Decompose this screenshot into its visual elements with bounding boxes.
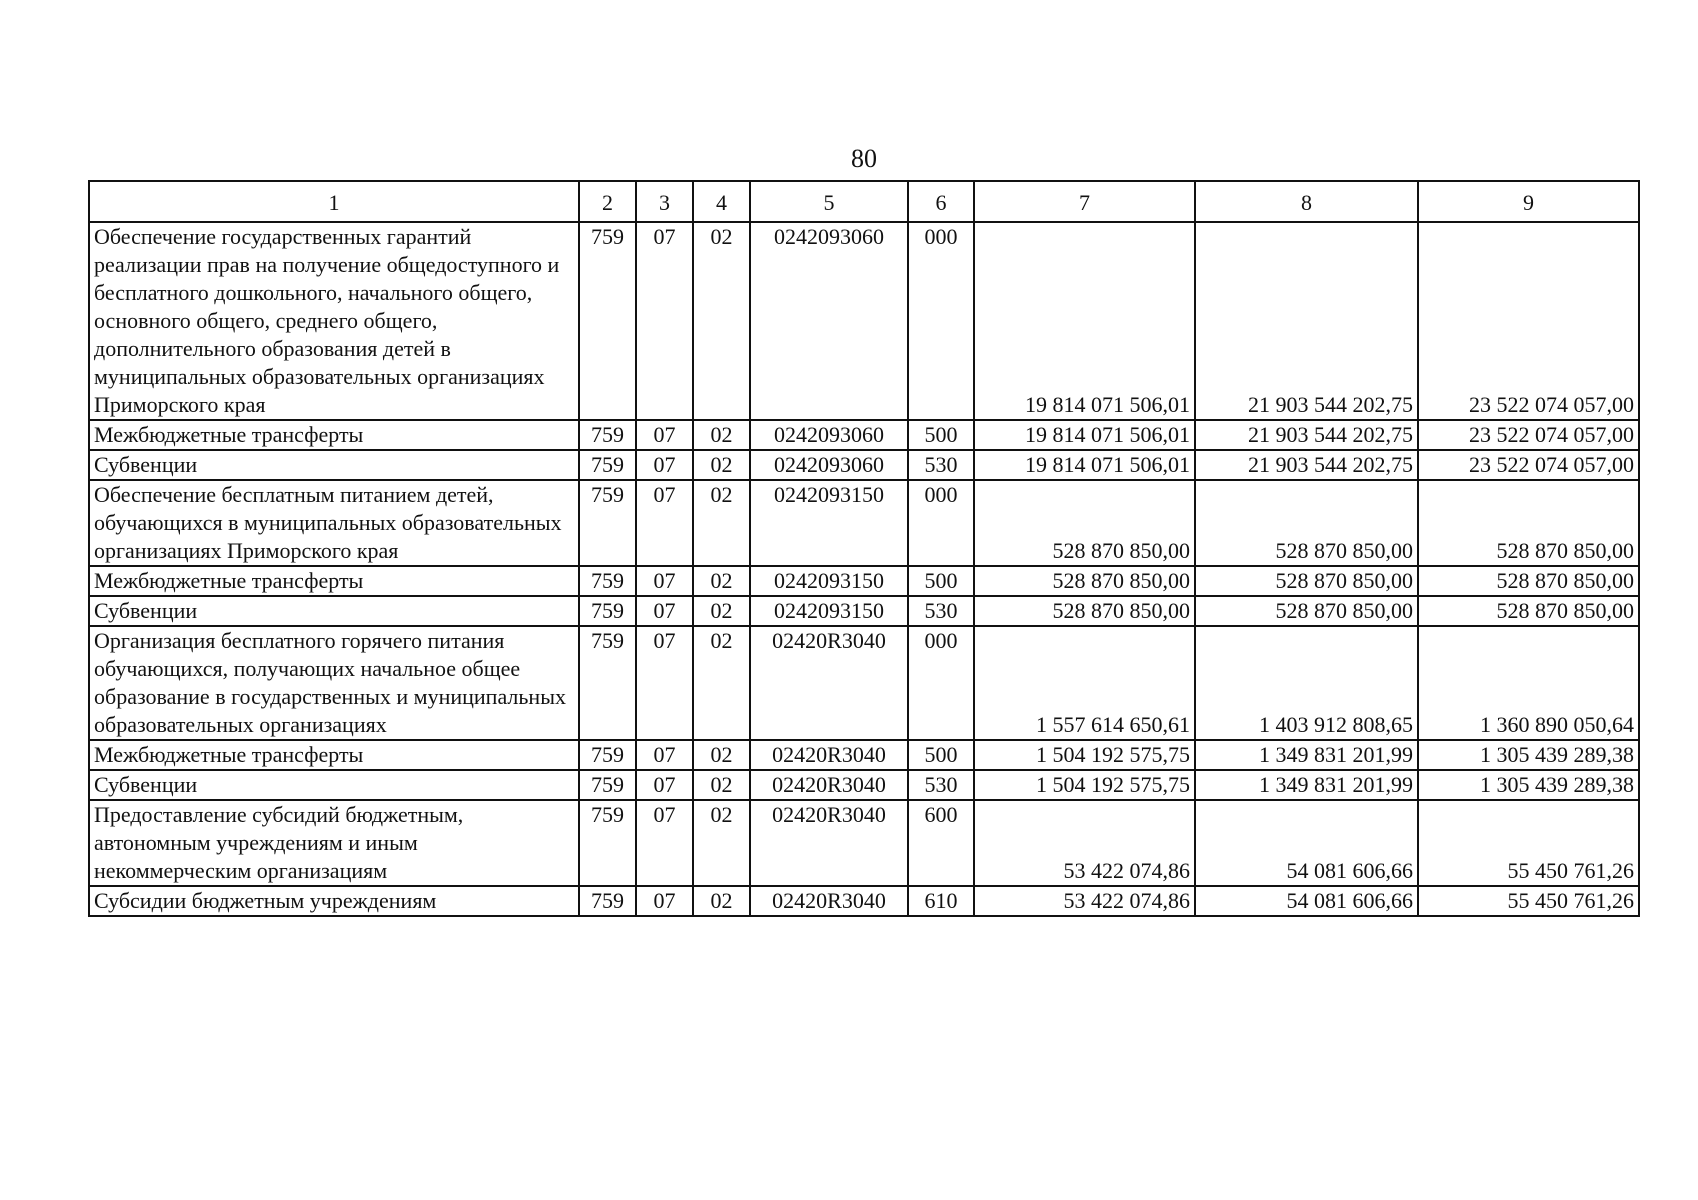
amount-col-8: 21 903 544 202,75 [1195, 450, 1418, 480]
subsection-code: 02 [693, 770, 750, 800]
amount-col-7: 53 422 074,86 [974, 800, 1195, 886]
amount-col-7: 528 870 850,00 [974, 566, 1195, 596]
table-row [89, 596, 1639, 626]
amount-col-8: 1 349 831 201,99 [1195, 740, 1418, 770]
amount-col-9: 23 522 074 057,00 [1418, 420, 1639, 450]
subsection-code: 02 [693, 800, 750, 886]
amount-col-8: 528 870 850,00 [1195, 596, 1418, 626]
expense-type-code: 500 [908, 566, 974, 596]
row-description: Организация бесплатного горячего питания обучающихся, получающих начальное общее образование в государственных и муниципальных образовательных организациях [89, 626, 579, 740]
table-row [89, 770, 1639, 800]
amount-col-8: 54 081 606,66 [1195, 800, 1418, 886]
amount-col-9: 55 450 761,26 [1418, 886, 1639, 916]
amount-col-8: 1 349 831 201,99 [1195, 770, 1418, 800]
row-description: Субвенции [89, 450, 579, 480]
target-article-code: 02420R3040 [750, 800, 908, 886]
table-row [89, 626, 1639, 740]
column-header: 4 [693, 181, 750, 222]
subsection-code: 02 [693, 740, 750, 770]
expense-type-code: 500 [908, 420, 974, 450]
amount-col-8: 528 870 850,00 [1195, 480, 1418, 566]
table-row [89, 420, 1639, 450]
row-description: Обеспечение бесплатным питанием детей, обучающихся в муниципальных образовательных организациях Приморского края [89, 480, 579, 566]
column-header: 8 [1195, 181, 1418, 222]
section-code: 07 [636, 740, 693, 770]
amount-col-7: 1 557 614 650,61 [974, 626, 1195, 740]
table-row [89, 222, 1639, 420]
subsection-code: 02 [693, 450, 750, 480]
amount-col-7: 19 814 071 506,01 [974, 450, 1195, 480]
expense-type-code: 530 [908, 450, 974, 480]
ministry-code: 759 [579, 420, 636, 450]
amount-col-8: 54 081 606,66 [1195, 886, 1418, 916]
section-code: 07 [636, 566, 693, 596]
target-article-code: 02420R3040 [750, 770, 908, 800]
amount-col-9: 23 522 074 057,00 [1418, 450, 1639, 480]
table-header [89, 181, 1639, 222]
ministry-code: 759 [579, 740, 636, 770]
page-number: 80 [851, 144, 877, 173]
table-row [89, 450, 1639, 480]
subsection-code: 02 [693, 566, 750, 596]
expense-type-code: 600 [908, 800, 974, 886]
ministry-code: 759 [579, 770, 636, 800]
amount-col-9: 528 870 850,00 [1418, 480, 1639, 566]
amount-col-7: 19 814 071 506,01 [974, 420, 1195, 450]
row-description: Обеспечение государственных гарантий реализации прав на получение общедоступного и бесплатного дошкольного, начального общего, основного общего, среднего общего, дополнительного образования детей в муниципальных образовательных организациях Приморского края [89, 222, 579, 420]
ministry-code: 759 [579, 626, 636, 740]
table-row [89, 740, 1639, 770]
subsection-code: 02 [693, 480, 750, 566]
expense-type-code: 000 [908, 480, 974, 566]
subsection-code: 02 [693, 626, 750, 740]
section-code: 07 [636, 626, 693, 740]
ministry-code: 759 [579, 886, 636, 916]
target-article-code: 0242093150 [750, 566, 908, 596]
subsection-code: 02 [693, 420, 750, 450]
section-code: 07 [636, 420, 693, 450]
ministry-code: 759 [579, 596, 636, 626]
target-article-code: 02420R3040 [750, 886, 908, 916]
header-row [89, 181, 1639, 222]
section-code: 07 [636, 596, 693, 626]
subsection-code: 02 [693, 222, 750, 420]
amount-col-8: 1 403 912 808,65 [1195, 626, 1418, 740]
section-code: 07 [636, 222, 693, 420]
section-code: 07 [636, 480, 693, 566]
ministry-code: 759 [579, 566, 636, 596]
subsection-code: 02 [693, 886, 750, 916]
section-code: 07 [636, 450, 693, 480]
budget-table [88, 180, 1640, 917]
amount-col-8: 528 870 850,00 [1195, 566, 1418, 596]
ministry-code: 759 [579, 222, 636, 420]
row-description: Субвенции [89, 596, 579, 626]
ministry-code: 759 [579, 450, 636, 480]
column-header: 7 [974, 181, 1195, 222]
expense-type-code: 000 [908, 222, 974, 420]
amount-col-9: 528 870 850,00 [1418, 596, 1639, 626]
expense-type-code: 610 [908, 886, 974, 916]
target-article-code: 02420R3040 [750, 740, 908, 770]
section-code: 07 [636, 800, 693, 886]
amount-col-7: 53 422 074,86 [974, 886, 1195, 916]
amount-col-7: 528 870 850,00 [974, 596, 1195, 626]
target-article-code: 0242093060 [750, 222, 908, 420]
amount-col-9: 1 360 890 050,64 [1418, 626, 1639, 740]
amount-col-8: 21 903 544 202,75 [1195, 420, 1418, 450]
amount-col-7: 528 870 850,00 [974, 480, 1195, 566]
table-body [89, 222, 1639, 916]
section-code: 07 [636, 770, 693, 800]
ministry-code: 759 [579, 480, 636, 566]
expense-type-code: 530 [908, 596, 974, 626]
section-code: 07 [636, 886, 693, 916]
amount-col-9: 1 305 439 289,38 [1418, 770, 1639, 800]
column-header: 2 [579, 181, 636, 222]
column-header: 9 [1418, 181, 1639, 222]
column-header: 6 [908, 181, 974, 222]
ministry-code: 759 [579, 800, 636, 886]
row-description: Межбюджетные трансферты [89, 566, 579, 596]
amount-col-9: 23 522 074 057,00 [1418, 222, 1639, 420]
amount-col-9: 55 450 761,26 [1418, 800, 1639, 886]
column-header: 5 [750, 181, 908, 222]
amount-col-9: 528 870 850,00 [1418, 566, 1639, 596]
row-description: Межбюджетные трансферты [89, 420, 579, 450]
amount-col-8: 21 903 544 202,75 [1195, 222, 1418, 420]
table-row [89, 886, 1639, 916]
target-article-code: 0242093060 [750, 450, 908, 480]
row-description: Субсидии бюджетным учреждениям [89, 886, 579, 916]
subsection-code: 02 [693, 596, 750, 626]
row-description: Предоставление субсидий бюджетным, автономным учреждениям и иным некоммерческим организациям [89, 800, 579, 886]
target-article-code: 0242093150 [750, 480, 908, 566]
expense-type-code: 500 [908, 740, 974, 770]
column-header: 3 [636, 181, 693, 222]
column-header: 1 [89, 181, 579, 222]
target-article-code: 0242093060 [750, 420, 908, 450]
table-row [89, 800, 1639, 886]
row-description: Субвенции [89, 770, 579, 800]
row-description: Межбюджетные трансферты [89, 740, 579, 770]
amount-col-7: 1 504 192 575,75 [974, 740, 1195, 770]
expense-type-code: 530 [908, 770, 974, 800]
table-row [89, 480, 1639, 566]
expense-type-code: 000 [908, 626, 974, 740]
amount-col-7: 1 504 192 575,75 [974, 770, 1195, 800]
table-row [89, 566, 1639, 596]
target-article-code: 0242093150 [750, 596, 908, 626]
amount-col-9: 1 305 439 289,38 [1418, 740, 1639, 770]
target-article-code: 02420R3040 [750, 626, 908, 740]
amount-col-7: 19 814 071 506,01 [974, 222, 1195, 420]
